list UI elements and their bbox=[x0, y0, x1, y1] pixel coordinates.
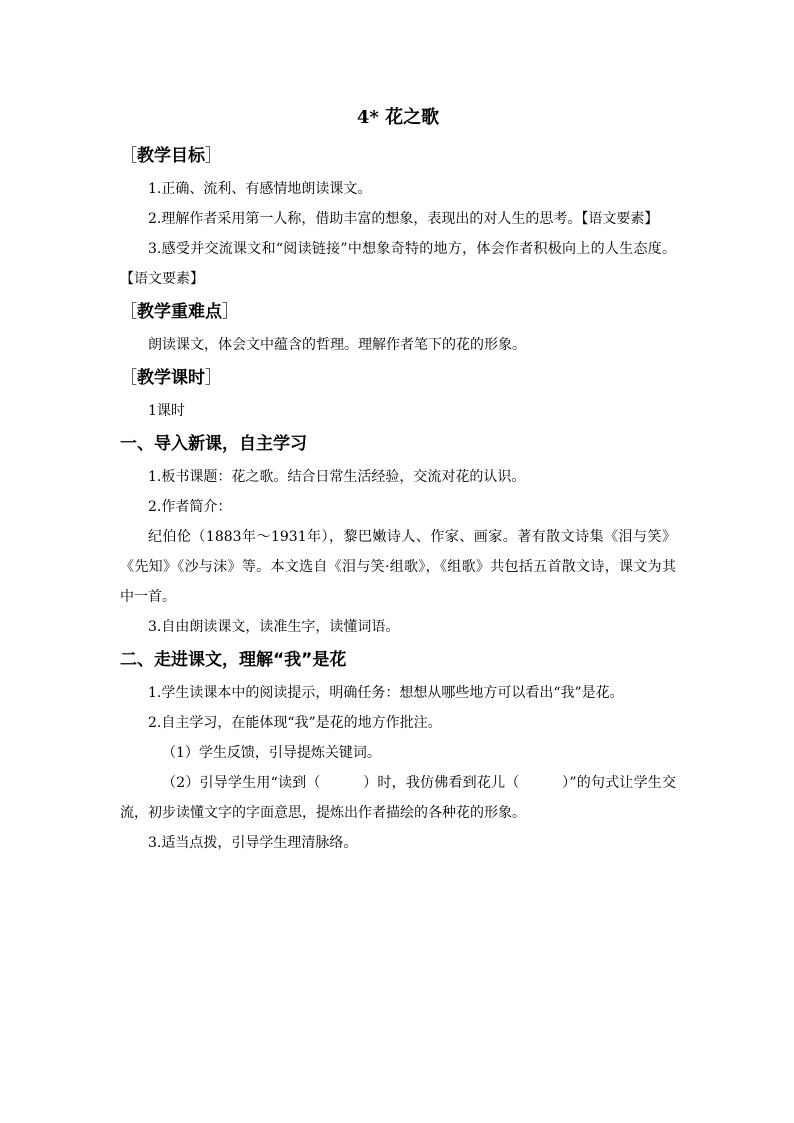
objective-item: 3.感受并交流课文和“阅读链接”中想象奇特的地方，体会作者积极向上的人生态度。【语文要素】 bbox=[120, 241, 676, 287]
part1-item: 2.作者简介： bbox=[148, 499, 232, 515]
part2-item: 2.自主学习，在能体现“我”是花的地方作批注。 bbox=[148, 715, 442, 731]
bracket-close: ］ bbox=[222, 302, 239, 322]
objective-item: 2.理解作者采用第一人称，借助丰富的想象，表现出的对人生的思考。【语文要素】 bbox=[148, 211, 659, 227]
part2-sub-item: （2）引导学生用“读到（ ）时，我仿佛看到花儿（ ）”的句式让学生交流，初步读懂文字的字面意思，提炼出作者描绘的各种花的形象。 bbox=[120, 775, 676, 821]
page-title: 4* 花之歌 bbox=[356, 107, 440, 128]
part1-item: 1.板书课题：花之歌。结合日常生活经验，交流对花的认识。 bbox=[148, 469, 526, 485]
key-points-text: 朗读课文，体会文中蕴含的哲理。理解作者笔下的花的形象。 bbox=[148, 337, 526, 353]
bracket-close: ］ bbox=[205, 146, 222, 166]
objective-item: 1.正确、流利、有感情地朗读课文。 bbox=[148, 181, 372, 197]
part2-item: 3.适当点拨，引导学生理清脉络。 bbox=[148, 835, 358, 851]
part2-sub-item: （1）学生反馈，引导提炼关键词。 bbox=[162, 745, 381, 761]
document-page bbox=[120, 100, 676, 858]
bracket-open: ［ bbox=[120, 146, 137, 166]
author-bio: 纪伯伦（1883年～1931年），黎巴嫩诗人、作家、画家。著有散文诗集《泪与笑》《先知》《沙与沫》等。本文选自《泪与笑·组歌》，《组歌》共包括五首散文诗，课文为其中一首。 bbox=[120, 529, 676, 605]
hours-text: 1课时 bbox=[148, 403, 185, 419]
part1-item: 3.自由朗读课文，读准生字，读懂词语。 bbox=[148, 619, 400, 635]
heading-part2: 二、走进课文，理解“我”是花 bbox=[120, 650, 347, 670]
heading-hours bbox=[120, 360, 676, 396]
heading-objectives-label: 教学目标 bbox=[137, 146, 205, 166]
heading-key-points-label: 教学重难点 bbox=[137, 302, 222, 322]
bracket-close: ］ bbox=[205, 368, 222, 388]
bracket-open: ［ bbox=[120, 302, 137, 322]
bracket-open: ［ bbox=[120, 368, 137, 388]
part2-item: 1.学生读课本中的阅读提示，明确任务：想想从哪些地方可以看出“我”是花。 bbox=[148, 685, 624, 701]
heading-objectives bbox=[120, 138, 676, 174]
heading-part1: 一、导入新课，自主学习 bbox=[120, 434, 307, 454]
heading-hours-label: 教学课时 bbox=[137, 368, 205, 388]
heading-key-points bbox=[120, 294, 676, 330]
